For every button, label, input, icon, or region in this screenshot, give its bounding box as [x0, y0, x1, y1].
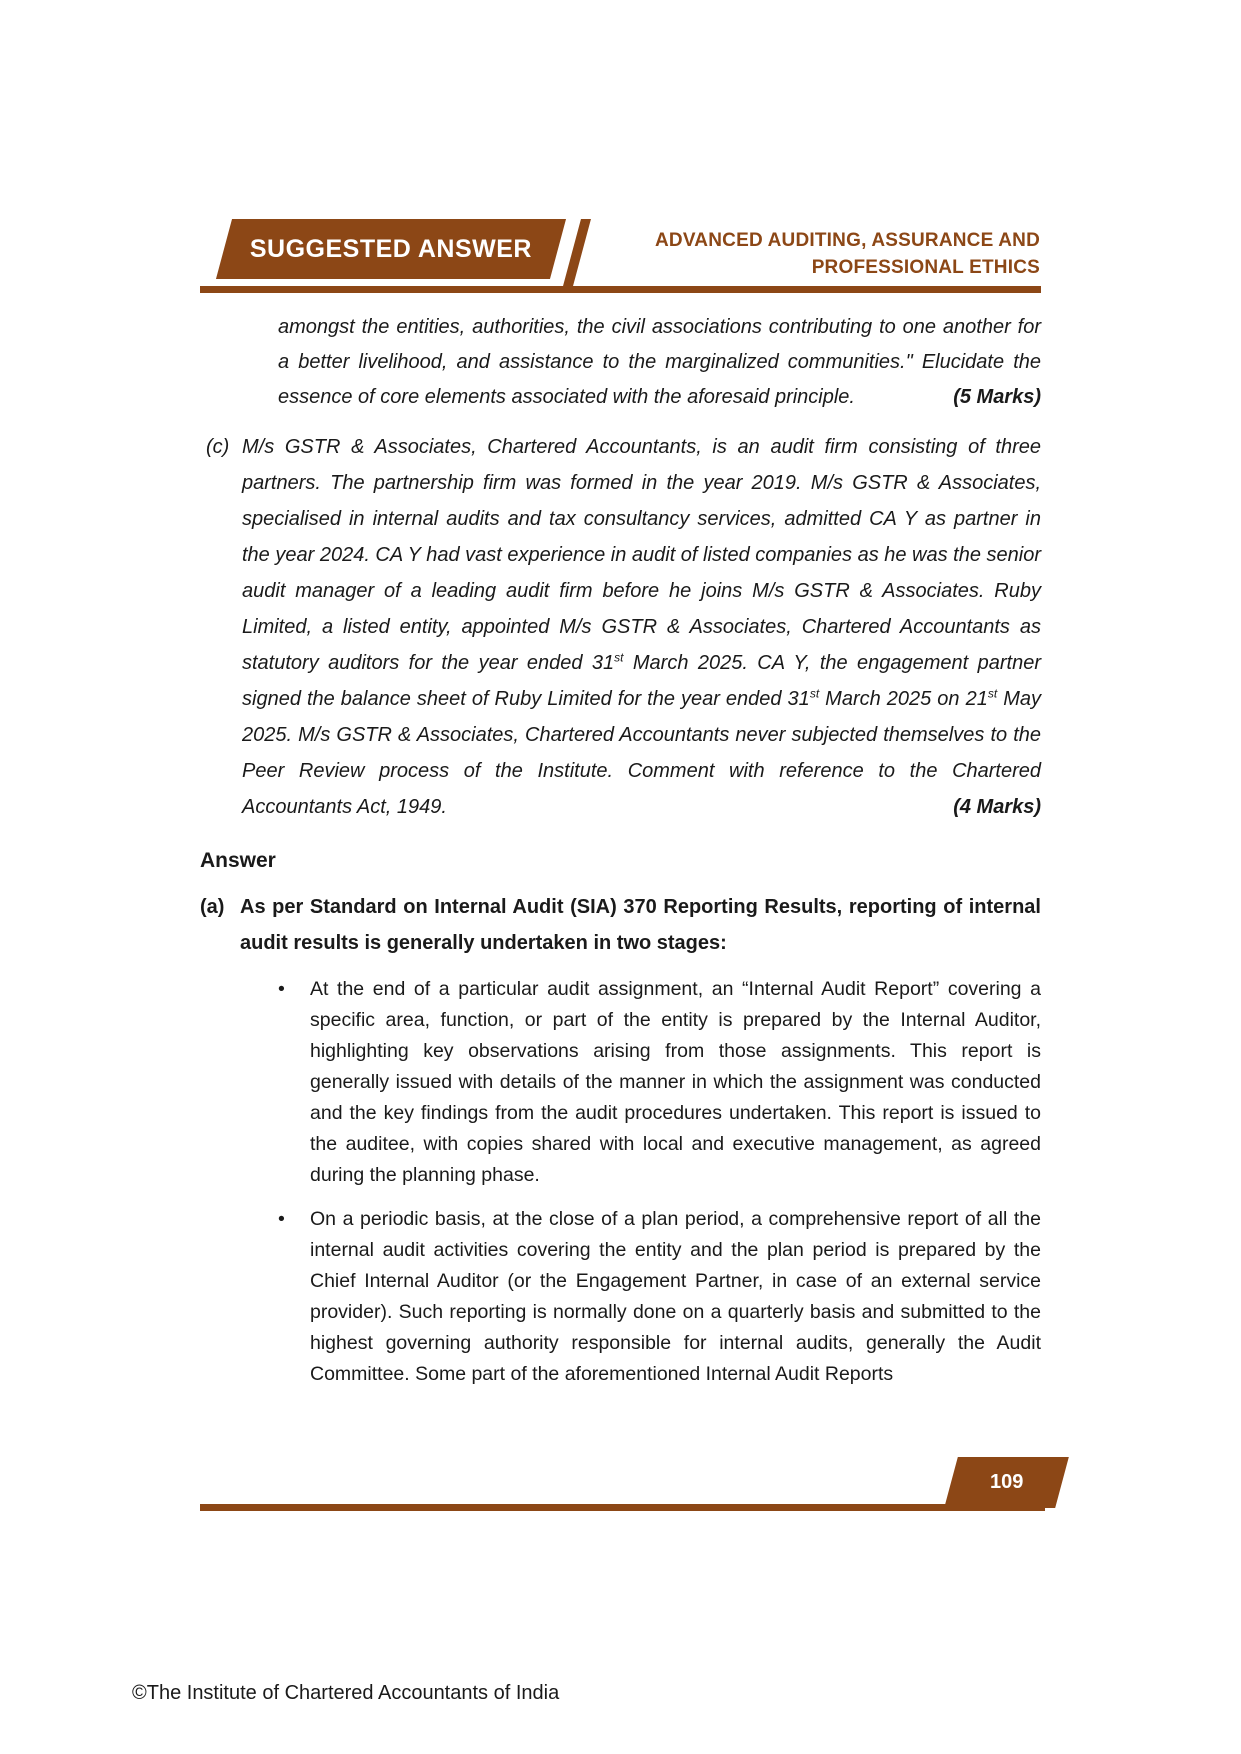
- ordinal-superscript: st: [614, 650, 624, 665]
- copyright-text: ©The Institute of Chartered Accountants of India: [132, 1682, 560, 1704]
- page-number: 109: [989, 1471, 1024, 1493]
- document-title: [655, 227, 1040, 281]
- ordinal-superscript: st: [809, 686, 820, 701]
- footer-rule: [200, 1504, 1045, 1511]
- question-marks: (4 Marks): [953, 796, 1041, 818]
- question-item-c-body: M/s GSTR & Associates, Chartered Accountants, is an audit firm consisting of three partners. The partnership firm was formed in the year 2019. M/s GSTR & Associates, specialised in internal audits and tax consultancy services, admitted CA Y as partner in the year 2024. CA Y had vast experience in audit of listed companies as he was the senior audit manager of a leading audit firm before he joins M/s GSTR & Associates. Ruby Limited, a listed entity, appointed M/s GSTR & Associates, Chartered Accountants as statutory auditors for the year ended 31st March 2025. CA Y, the engagement partner signed the balance sheet of Ruby Limited for the year ended 31st March 2025 on 21st May 2025. M/s GSTR & Associates, Chartered Accountants never subjected themselves to the Peer Review process of the Institute. Comment with reference to the Chartered Accountants Act, 1949.: [242, 436, 1042, 818]
- answer-item-a: [200, 889, 1041, 961]
- header-rule: [200, 286, 1041, 293]
- intro-marks: (5 Marks): [953, 386, 1041, 408]
- answer-heading: Answer: [200, 849, 276, 872]
- bullet-item: • At the end of a particular audit assignment, an “Internal Audit Report” covering a specific area, function, or part of the entity is prepared by the Internal Auditor, highlighting key observations arising from those assignments. This report is generally issued with details of the manner in which the assignment was conducted and the key findings from the audit procedures undertaken. This report is issued to the auditee, with copies shared with local and executive management, as agreed during the planning phase.: [276, 974, 1041, 1191]
- question-intro-paragraph: [278, 310, 1041, 415]
- ordinal-superscript: st: [987, 686, 998, 701]
- bullet-list: [276, 974, 1041, 1390]
- suggested-answer-banner: [216, 219, 566, 279]
- question-item-c: [200, 429, 1041, 825]
- answer-lead-paragraph: As per Standard on Internal Audit (SIA) 370 Reporting Results, reporting of internal audit results is generally undertaken in two stages:: [240, 896, 1041, 954]
- page-number-badge: [944, 1457, 1069, 1508]
- bullet-item: • On a periodic basis, at the close of a plan period, a comprehensive report of all the internal audit activities covering the entity and the plan period is prepared by the Chief Internal Auditor (or the Engagement Partner, in case of an external service provider). Such reporting is normally done on a quarterly basis and submitted to the highest governing authority responsible for internal audits, generally the Audit Committee. Some part of the aforementioned Internal Audit Reports: [276, 1204, 1041, 1390]
- title-line-2: PROFESSIONAL ETHICS: [811, 257, 1040, 278]
- page-body: [200, 302, 1041, 1390]
- question-intro-text: amongst the entities, authorities, the civil associations contributing to one another for a better livelihood, and assistance to the marginalized communities." Elucidate the essence of core elements associated with the aforesaid principle.: [278, 316, 1041, 408]
- banner-accent-stripe: [563, 219, 591, 286]
- question-item-text: [242, 429, 1041, 825]
- answer-item-label: (a): [200, 896, 225, 918]
- banner-label: SUGGESTED ANSWER: [249, 234, 533, 263]
- question-item-label: (c): [206, 436, 230, 458]
- title-line-1: ADVANCED AUDITING, ASSURANCE AND: [655, 230, 1040, 251]
